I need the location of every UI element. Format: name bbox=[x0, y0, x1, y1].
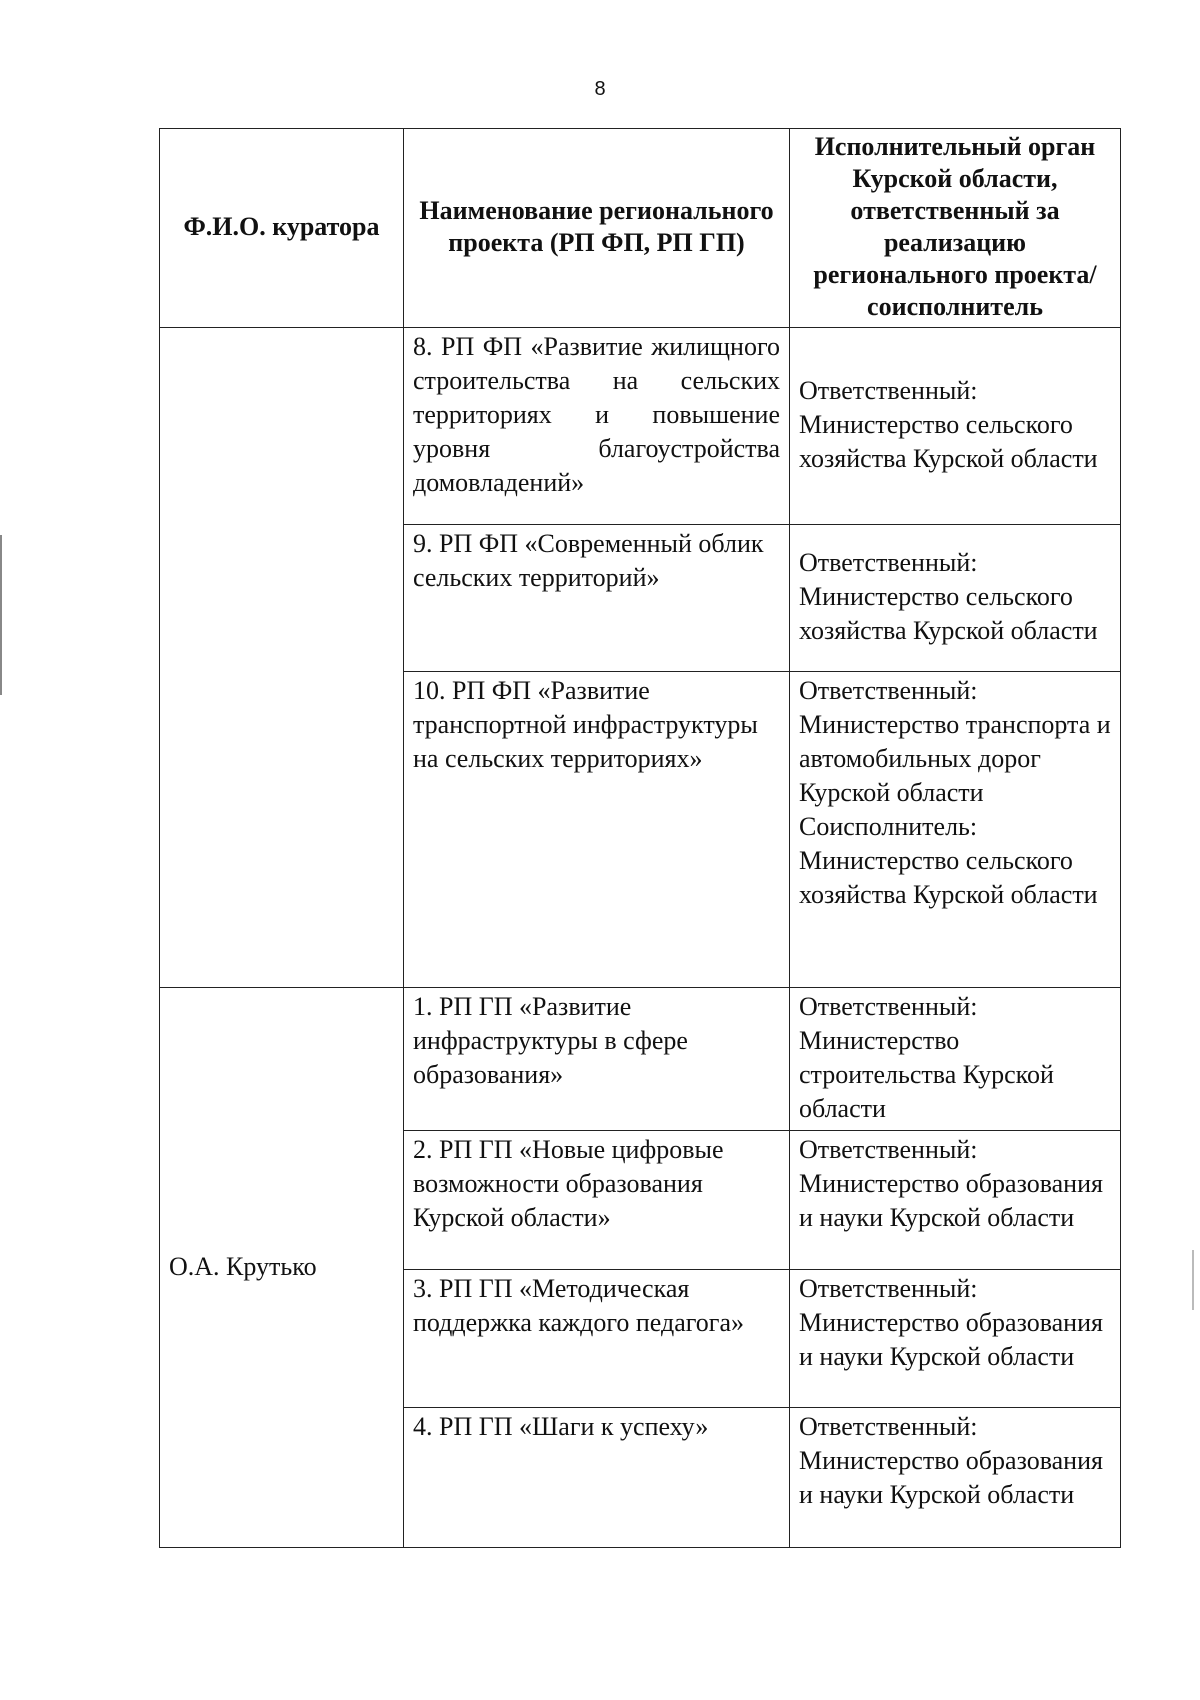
executor-org: Министерство образования и науки Курской области bbox=[799, 1308, 1103, 1371]
co-executor-role: Соисполнитель: bbox=[799, 812, 978, 841]
executor-role: Ответственный: bbox=[799, 992, 978, 1021]
executor-cell bbox=[790, 672, 1121, 988]
curator-cell: О.А. Крутько bbox=[160, 988, 404, 1548]
executor-role: Ответственный: bbox=[799, 676, 978, 705]
header-project: Наименование регионального проекта (РП ФП, РП ГП) bbox=[404, 129, 790, 328]
executor-cell bbox=[790, 525, 1121, 672]
project-cell: 2. РП ГП «Новые цифровые возможности образования Курской области» bbox=[404, 1131, 790, 1270]
projects-table bbox=[159, 128, 1121, 1548]
executor-cell bbox=[790, 988, 1121, 1131]
header-executor: Исполнительный орган Курской области, ответственный за реализацию регионального проекта/соисполнитель bbox=[790, 129, 1121, 328]
executor-role: Ответственный: bbox=[799, 1412, 978, 1441]
executor-cell bbox=[790, 1131, 1121, 1270]
executor-org: Министерство строительства Курской области bbox=[799, 1026, 1054, 1123]
scan-edge-mark-right bbox=[1192, 1250, 1194, 1310]
table-row bbox=[160, 328, 1121, 525]
executor-org: Министерство транспорта и автомобильных дорог Курской области bbox=[799, 710, 1111, 807]
project-cell: 4. РП ГП «Шаги к успеху» bbox=[404, 1408, 790, 1548]
executor-role: Ответственный: bbox=[799, 548, 978, 577]
project-cell: 8. РП ФП «Развитие жилищного строительства на сельских территориях и повышение уровня благоустройства домовладений» bbox=[404, 328, 790, 525]
executor-cell bbox=[790, 328, 1121, 525]
curator-cell bbox=[160, 328, 404, 988]
co-executor-org: Министерство сельского хозяйства Курской области bbox=[799, 846, 1098, 909]
executor-org: Министерство сельского хозяйства Курской области bbox=[799, 582, 1098, 645]
project-cell: 10. РП ФП «Развитие транспортной инфраструктуры на сельских территориях» bbox=[404, 672, 790, 988]
executor-org: Министерство образования и науки Курской области bbox=[799, 1169, 1103, 1232]
project-cell: 1. РП ГП «Развитие инфраструктуры в сфере образования» bbox=[404, 988, 790, 1131]
table-row bbox=[160, 988, 1121, 1131]
executor-org: Министерство сельского хозяйства Курской области bbox=[799, 410, 1098, 473]
scan-edge-mark-left bbox=[0, 535, 2, 695]
executor-role: Ответственный: bbox=[799, 376, 978, 405]
project-cell: 3. РП ГП «Методическая поддержка каждого педагога» bbox=[404, 1270, 790, 1408]
header-curator: Ф.И.О. куратора bbox=[160, 129, 404, 328]
table-header-row bbox=[160, 129, 1121, 328]
executor-cell bbox=[790, 1408, 1121, 1548]
executor-role: Ответственный: bbox=[799, 1274, 978, 1303]
executor-org: Министерство образования и науки Курской области bbox=[799, 1446, 1103, 1509]
page-number: 8 bbox=[594, 78, 606, 100]
project-cell: 9. РП ФП «Современный облик сельских территорий» bbox=[404, 525, 790, 672]
executor-cell bbox=[790, 1270, 1121, 1408]
executor-role: Ответственный: bbox=[799, 1135, 978, 1164]
